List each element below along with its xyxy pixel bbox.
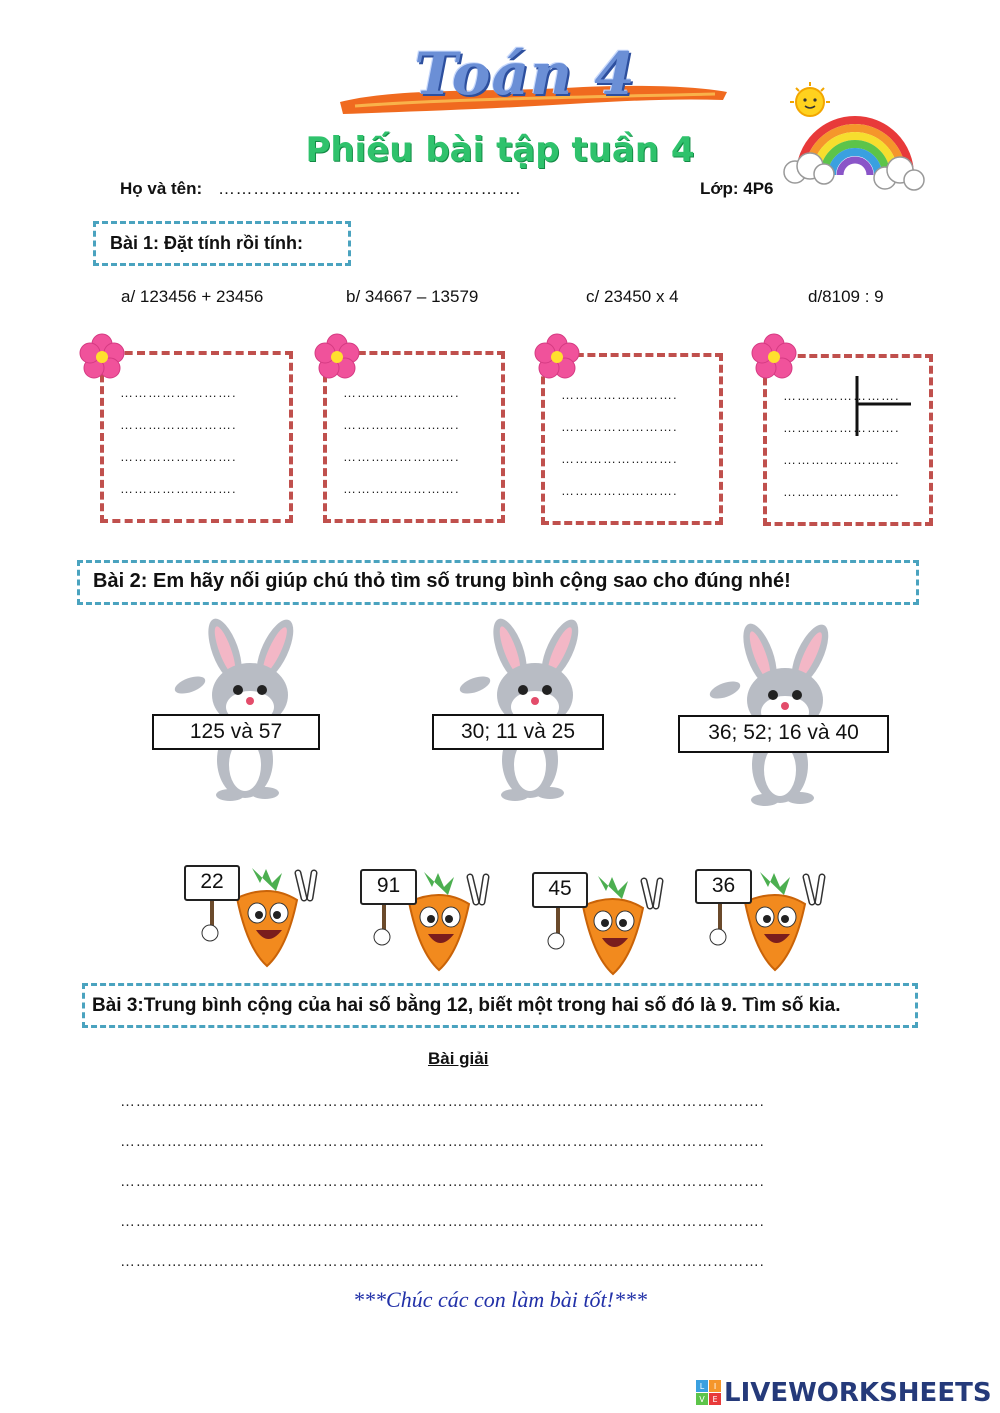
answer-line[interactable]: …………………………………………………………………………………………………………….	[120, 1133, 765, 1150]
dot-line: …………………….	[783, 484, 900, 499]
liveworksheets-logo-icon	[696, 1380, 722, 1406]
main-title: Toán 4	[414, 40, 636, 108]
problem-b: b/ 34667 – 13579	[346, 287, 479, 306]
answer-box-a[interactable]	[100, 351, 293, 523]
dot-line: …………………….	[120, 417, 237, 432]
answer-line[interactable]: …………………………………………………………………………………………………………….	[120, 1173, 765, 1190]
problem-d: d/8109 : 9	[808, 287, 884, 306]
name-label: Họ và tên:	[120, 179, 203, 198]
dot-line: …………………….	[120, 449, 237, 464]
carrot-sign-3[interactable]: 45	[532, 872, 588, 908]
carrot-sign-2[interactable]: 91	[360, 869, 417, 905]
dot-line: …………………….	[783, 420, 900, 435]
rabbit-icon	[455, 615, 605, 805]
dot-line: …………………….	[783, 452, 900, 467]
section1-title: Bài 1: Đặt tính rồi tính:	[110, 233, 303, 253]
dot-line: …………………….	[343, 449, 460, 464]
dot-line: …………………….	[561, 483, 678, 498]
dot-line: …………………….	[343, 481, 460, 496]
dot-line: …………………….	[120, 481, 237, 496]
watermark-text: LIVEWORKSHEETS	[724, 1378, 992, 1408]
rabbit-number-box-2[interactable]: 30; 11 và 25	[432, 714, 604, 750]
answer-line[interactable]: …………………………………………………………………………………………………………….	[120, 1093, 765, 1110]
rabbit-number-box-1[interactable]: 125 và 57	[152, 714, 320, 750]
section3-title: Bài 3:Trung bình cộng của hai số bằng 12, biết một trong hai số đó là 9. Tìm số kia.	[92, 995, 841, 1016]
division-bracket-icon	[853, 374, 913, 438]
flower-icon	[750, 333, 798, 381]
rabbit-icon	[170, 615, 320, 805]
svg-text:V: V	[699, 1395, 705, 1404]
carrot-sign-4[interactable]: 36	[695, 869, 752, 904]
dot-line: …………………….	[561, 387, 678, 402]
svg-text:E: E	[712, 1395, 718, 1404]
answer-line[interactable]: …………………………………………………………………………………………………………….	[120, 1253, 765, 1270]
flower-icon	[533, 333, 581, 381]
name-input-line[interactable]: …………………………………………….	[218, 179, 521, 198]
dot-line: …………………….	[343, 385, 460, 400]
dot-line: …………………….	[561, 451, 678, 466]
flower-icon	[78, 333, 126, 381]
answer-line[interactable]: …………………………………………………………………………………………………………….	[120, 1213, 765, 1230]
dot-line: …………………….	[343, 417, 460, 432]
worksheet-subtitle: Phiếu bài tập tuần 4	[305, 130, 695, 170]
problem-c: c/ 23450 x 4	[586, 287, 679, 306]
svg-text:I: I	[713, 1382, 717, 1391]
dot-line: …………………….	[561, 419, 678, 434]
closing-message: ***Chúc các con làm bài tốt!***	[353, 1287, 647, 1312]
problem-a: a/ 123456 + 23456	[121, 287, 264, 306]
carrot-sign-1[interactable]: 22	[184, 865, 240, 901]
solution-title: Bài giải	[428, 1049, 489, 1068]
flower-icon	[313, 333, 361, 381]
rabbit-number-box-3[interactable]: 36; 52; 16 và 40	[678, 715, 889, 753]
liveworksheets-watermark	[696, 1376, 996, 1410]
rainbow-sun-icon	[780, 80, 925, 200]
dot-line: …………………….	[783, 388, 900, 403]
class-label: Lớp: 4P6	[700, 179, 774, 198]
dot-line: …………………….	[120, 385, 237, 400]
svg-text:L: L	[699, 1382, 705, 1391]
section2-title: Bài 2: Em hãy nối giúp chú thỏ tìm số trung bình cộng sao cho đúng nhé!	[93, 570, 791, 592]
